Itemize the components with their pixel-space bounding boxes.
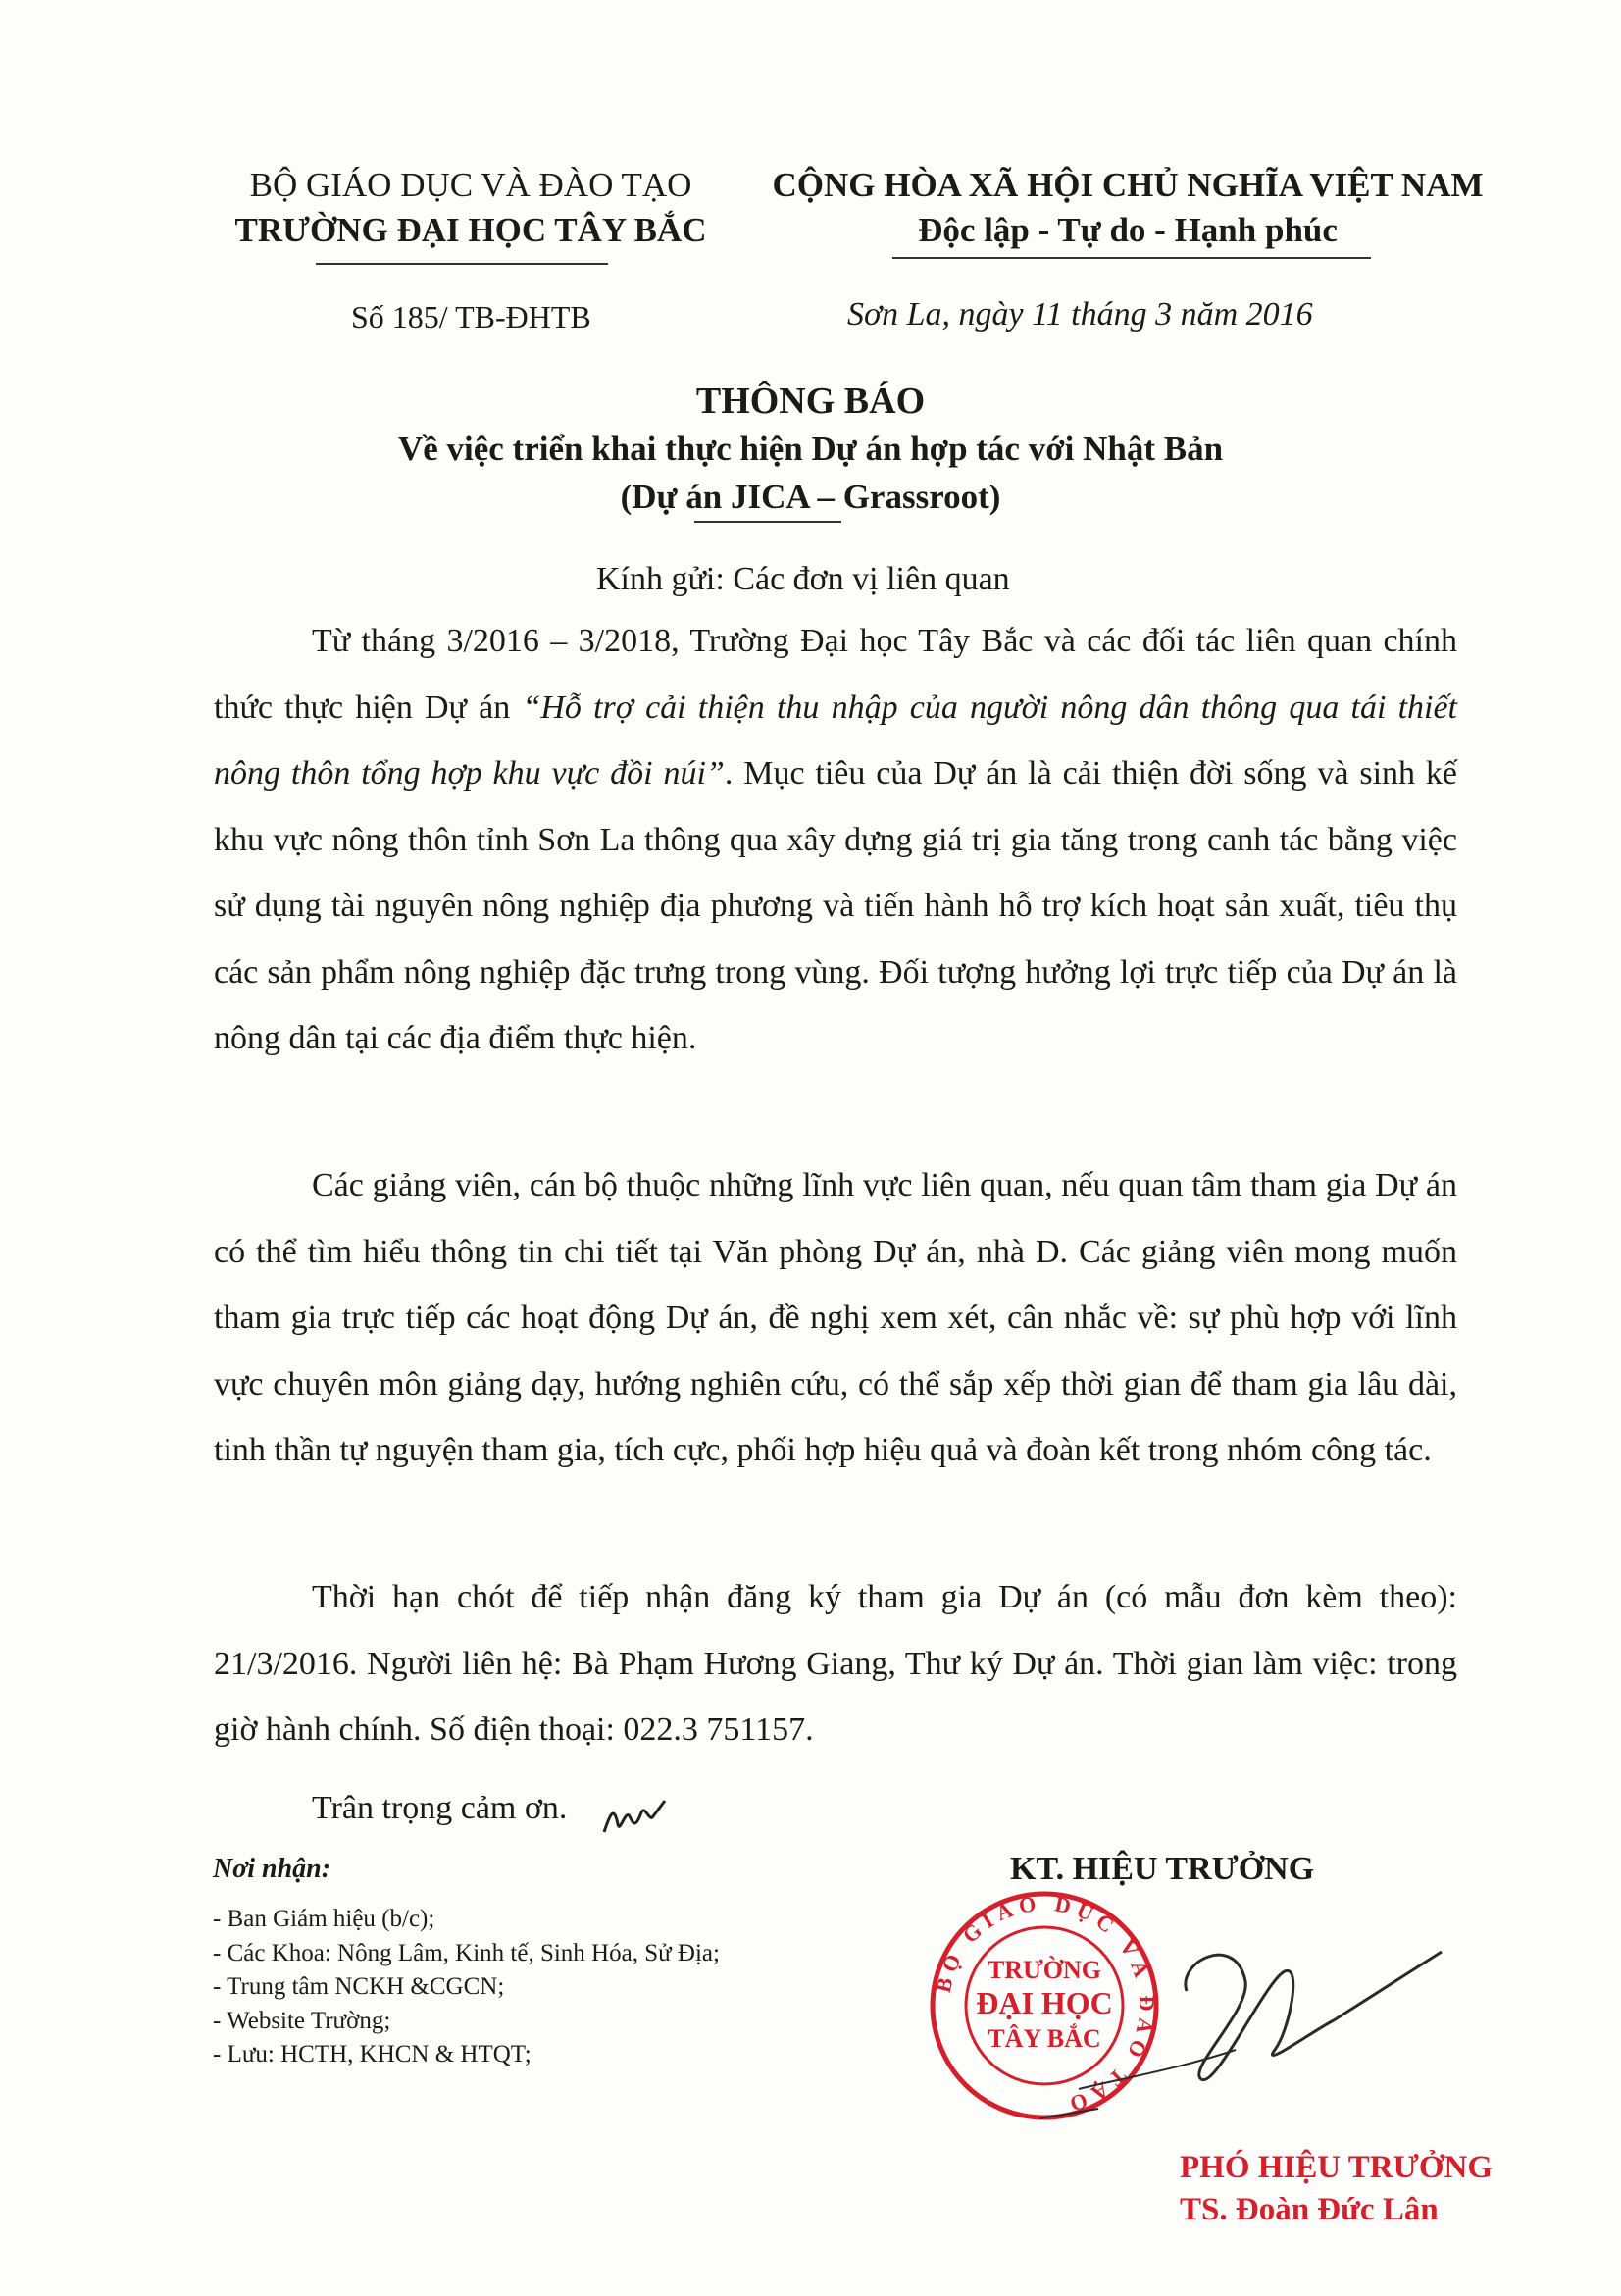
- project-name: (Dự án JICA – Grassroot): [620, 478, 1001, 516]
- p2-text: Các giảng viên, cán bộ thuộc những lĩnh vực liên quan, nếu quan tâm tham gia Dự án có thể tìm hiểu thông tin chi tiết tại Văn phòng Dự án, nhà D. Các giảng viên mong muốn tham gia trực tiếp các hoạt động Dự án, đề nghị xem xét, cân nhắc về: sự phù hợp với lĩnh vực chuyên môn giảng dạy, hướng nghiên cứu, có thể sắp xếp thời gian để tham gia lâu dài, tinh thần tự nguyện tham gia, tích cực, phối hợp hiệu quả và đoàn kết trong nhóm công tác.: [214, 1167, 1457, 1468]
- stamp-line-2: ĐẠI HỌC: [976, 1985, 1113, 2020]
- stamp-line-3: TÂY BẮC: [988, 2024, 1101, 2053]
- initials-signature-icon: [600, 1795, 669, 1844]
- p3-text: Thời hạn chót để tiếp nhận đăng ký tham gia Dự án (có mẫu đơn kèm theo): 21/3/2016. Người liên hệ: Bà Phạm Hương Giang, Thư ký Dự án. Thời gian làm việc: trong giờ hành chính. Số điện thoại: 022.3 751157.: [214, 1579, 1457, 1748]
- body-paragraph-3: [214, 1564, 1457, 1763]
- recipient-item: - Trung tâm NCKH &CGCN;: [213, 1973, 505, 2000]
- recipient-item: - Ban Giám hiệu (b/c);: [213, 1906, 435, 1932]
- on-behalf-label: KT. HIỆU TRƯỞNG: [1010, 1851, 1315, 1887]
- signer-position: PHÓ HIỆU TRƯỞNG: [1180, 2150, 1494, 2185]
- left-header-rule: [316, 263, 608, 265]
- recipients-heading: Nơi nhận:: [213, 1854, 331, 1884]
- document-subtitle: Về việc triển khai thực hiện Dự án hợp tác với Nhật Bản: [397, 430, 1224, 468]
- p1-project-title: “Hỗ trợ cải thiện thu nhập của người nông dân thông qua tái thiết nông thôn tổng hợp khu vực đồi núi”: [214, 689, 1457, 791]
- national-motto: Độc lập - Tự do - Hạnh phúc: [918, 211, 1338, 249]
- university-name: TRƯỜNG ĐẠI HỌC TÂY BẮC: [234, 211, 707, 249]
- place-and-date: Sơn La, ngày 11 tháng 3 năm 2016: [847, 296, 1313, 332]
- ministry-name: BỘ GIÁO DỤC VÀ ĐÀO TẠO: [249, 166, 692, 204]
- document-number: Số 185/ TB-ĐHTB: [351, 299, 591, 334]
- republic-name: CỘNG HÒA XÃ HỘI CHỦ NGHĨA VIỆT NAM: [772, 166, 1484, 204]
- handwritten-signature-icon: [1039, 1922, 1451, 2148]
- recipient-item: - Lưu: HCTH, KHCN & HTQT;: [213, 2041, 532, 2067]
- recipients-list: [213, 1903, 720, 2072]
- addressee: Kính gửi: Các đơn vị liên quan: [596, 561, 1010, 597]
- stamp-line-1: TRƯỜNG: [987, 1956, 1102, 1984]
- closing-line: Trân trọng cảm ơn.: [312, 1790, 568, 1826]
- right-header-rule: [892, 257, 1371, 259]
- recipient-item: - Các Khoa: Nông Lâm, Kinh tế, Sinh Hóa, Sử Địa;: [213, 1939, 720, 1966]
- signer-name: TS. Đoàn Đức Lân: [1180, 2192, 1439, 2227]
- body-paragraph-1: [214, 608, 1457, 1072]
- title-underline: [694, 521, 841, 523]
- document-title: THÔNG BÁO: [695, 381, 926, 422]
- recipient-item: - Website Trường;: [213, 2007, 391, 2034]
- body-paragraph-2: [214, 1152, 1457, 1484]
- p1-text-b: . Mục tiêu của Dự án là cải thiện đời sống và sinh kế khu vực nông thôn tỉnh Sơn La thông qua xây dựng giá trị gia tăng trong canh tác bằng việc sử dụng tài nguyên nông nghiệp địa phương và tiến hành hỗ trợ kích hoạt sản xuất, tiêu thụ các sản phẩm nông nghiệp đặc trưng trong vùng. Đối tượng hưởng lợi trực tiếp của Dự án là nông dân tại các địa điểm thực hiện.: [214, 755, 1457, 1056]
- p1-text-a: Từ tháng 3/2016 – 3/2018, Trường Đại học Tây Bắc và các đối tác liên quan chính thức thực hiện Dự án: [214, 623, 1457, 726]
- stamp-ring-text: BỘ GIÁO DỤC VÀ ĐÀO TẠO: [930, 1890, 1160, 2118]
